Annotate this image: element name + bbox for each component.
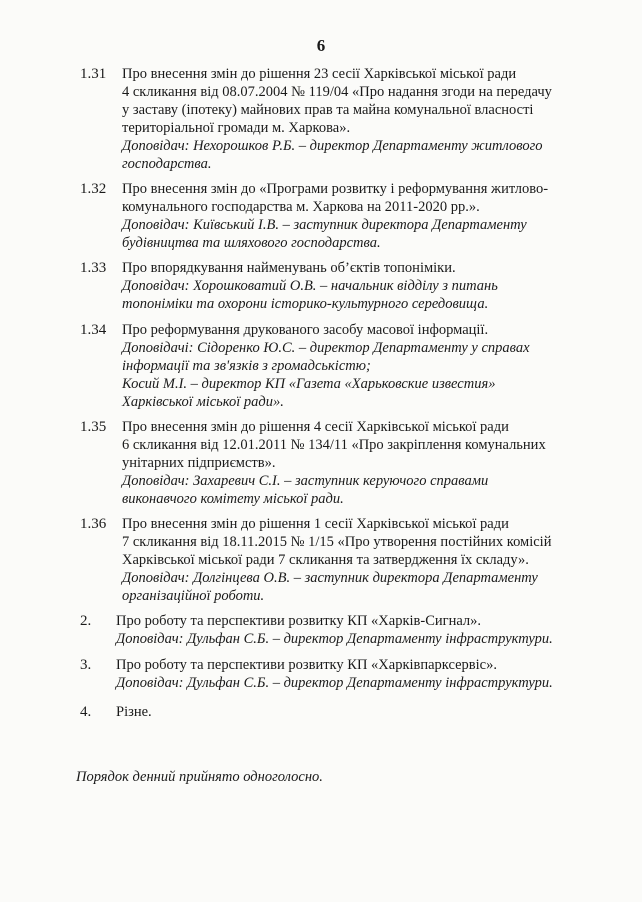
agenda-item-body — [122, 418, 577, 508]
agenda-item-title-line: Про внесення змін до рішення 4 сесії Харківської міської ради — [122, 419, 509, 435]
agenda-item-title-line: Про внесення змін до рішення 1 сесії Харківської міської ради — [122, 516, 509, 532]
agenda-item-body — [122, 180, 577, 252]
agenda-item-body — [122, 321, 577, 411]
agenda-item-number: 4. — [80, 704, 92, 720]
speaker-line: виконавчого комітету міської ради. — [122, 491, 344, 507]
speaker-line: Харківської міської ради». — [122, 394, 284, 410]
agenda-item-body — [116, 612, 571, 648]
agenda-item-number: 1.31 — [80, 66, 107, 82]
agenda-item-title-line: 6 скликання від 12.01.2011 № 134/11 «Про закріплення комунальних — [122, 437, 546, 453]
agenda-item-title-line: 7 скликання від 18.11.2015 № 1/15 «Про утворення постійних комісій — [122, 534, 552, 550]
agenda-item-title-line: у заставу (іпотеку) майнових прав та майна комунальної власності — [122, 102, 534, 118]
speaker-line: Доповідач: Дульфан С.Б. – директор Департаменту інфраструктури. — [116, 631, 553, 647]
agenda-item-number: 1.34 — [80, 322, 107, 338]
agenda-item-title-line: Про впорядкування найменувань об’єктів топоніміки. — [122, 260, 456, 276]
agenda-item-title-line: унітарних підприємств». — [122, 455, 276, 471]
agenda-item-title-line: 4 скликання від 08.07.2004 № 119/04 «Про надання згоди на передачу — [122, 84, 552, 100]
speaker-line: Косий М.І. – директор КП «Газета «Харьковские известия» — [122, 376, 496, 392]
speaker-line: Доповідачі: Сідоренко Ю.С. – директор Департаменту у справах — [122, 340, 530, 356]
agenda-item-title-line: Про роботу та перспективи розвитку КП «Харків-Сигнал». — [116, 613, 482, 629]
agenda-item-title-line: Про внесення змін до «Програми розвитку і реформування житлово- — [122, 181, 549, 197]
agenda-item-title-line: Про роботу та перспективи розвитку КП «Харківпарксервіс». — [116, 657, 497, 673]
speaker-line: топоніміки та охорони історико-культурного середовища. — [122, 296, 489, 312]
agenda-item-body — [116, 656, 571, 692]
agenda-item-number: 1.35 — [80, 419, 107, 435]
agenda-item-title-line: Різне. — [116, 704, 152, 720]
agenda-item-title-line: Харківської міської ради 7 скликання та затвердження їх складу». — [122, 552, 529, 568]
speaker-line: організаційної роботи. — [122, 588, 265, 604]
speaker-line: господарства. — [122, 156, 212, 172]
speaker-line: Доповідач: Хорошковатий О.В. – начальник відділу з питань — [122, 278, 498, 294]
agenda-item-number: 1.32 — [80, 181, 107, 197]
agenda-item-number: 2. — [80, 613, 92, 629]
speaker-line: Доповідач: Долгінцева О.В. – заступник директора Департаменту — [122, 570, 538, 586]
speaker-line: Доповідач: Київський І.В. – заступник директора Департаменту — [122, 217, 527, 233]
agenda-item-number: 3. — [80, 657, 92, 673]
agenda-item-title-line: територіальної громади м. Харкова». — [122, 120, 351, 136]
speaker-line: будівництва та шляхового господарства. — [122, 235, 381, 251]
speaker-line: Доповідач: Захаревич С.І. – заступник керуючого справами — [122, 473, 489, 489]
agenda-item-body — [116, 703, 571, 721]
agenda-item-number: 1.33 — [80, 260, 107, 276]
speaker-line: Доповідач: Дульфан С.Б. – директор Департаменту інфраструктури. — [116, 675, 553, 691]
agenda-item-body — [122, 259, 577, 313]
agenda-item-title-line: Про внесення змін до рішення 23 сесії Харківської міської ради — [122, 66, 517, 82]
speaker-line: інформації та зв'язків з громадськістю; — [122, 358, 371, 374]
agenda-item-body — [122, 515, 577, 605]
agenda-item-title-line: комунального господарства м. Харкова на 2011-2020 рр.». — [122, 199, 480, 215]
agenda-item-title-line: Про реформування друкованого засобу масової інформації. — [122, 322, 489, 338]
closing-statement: Порядок денний прийнято одноголосно. — [76, 769, 323, 785]
speaker-line: Доповідач: Нехорошков Р.Б. – директор Департаменту житлового — [122, 138, 543, 154]
agenda-item-number: 1.36 — [80, 516, 107, 532]
page-number: 6 — [316, 36, 326, 55]
agenda-item-body — [122, 65, 577, 173]
